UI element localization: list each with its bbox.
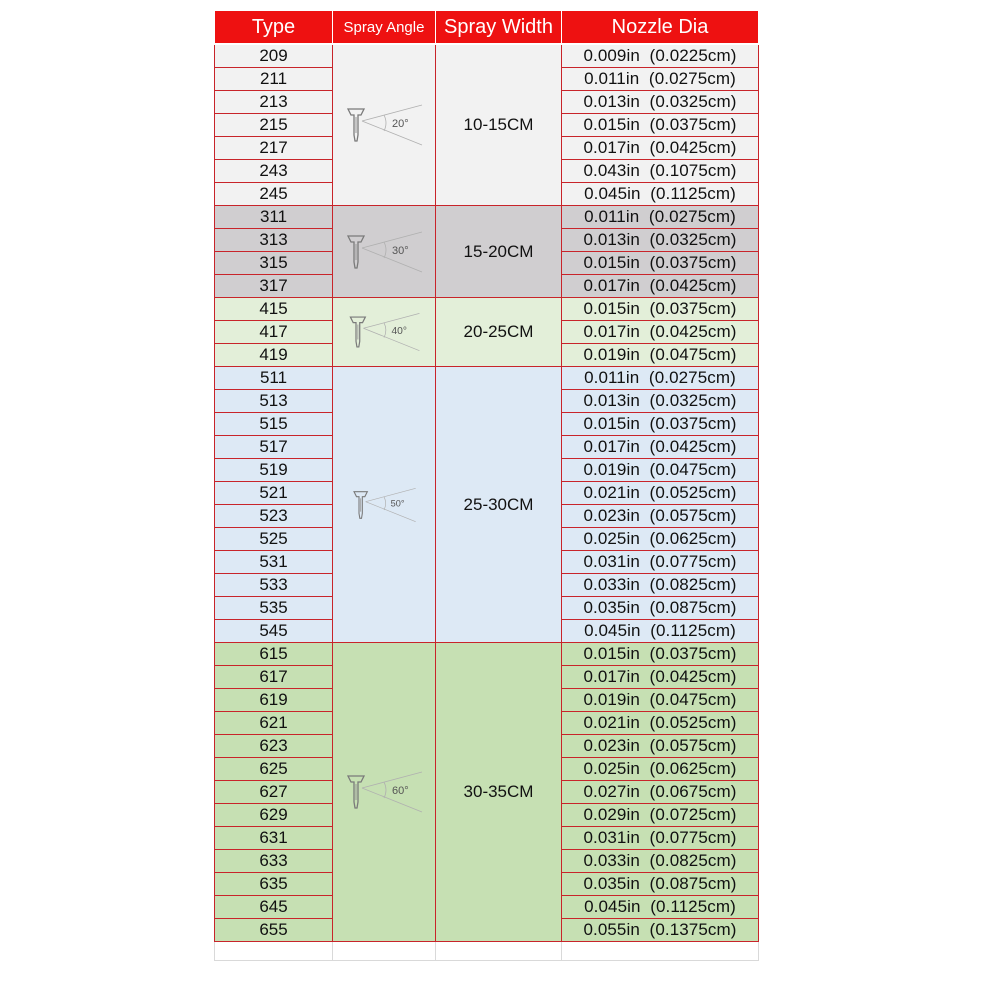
type-cell: 217 (215, 137, 333, 160)
nozzle-dia-cell: 0.015in (0.0375cm) (562, 114, 759, 137)
type-cell: 209 (215, 44, 333, 68)
nozzle-dia-cell: 0.035in (0.0875cm) (562, 597, 759, 620)
type-cell: 511 (215, 367, 333, 390)
header-spray-angle: Spray Angle (333, 11, 436, 45)
type-cell: 545 (215, 620, 333, 643)
table-body (215, 44, 759, 961)
spray-width-cell: 25-30CM (436, 367, 562, 643)
type-cell: 621 (215, 712, 333, 735)
spray-angle-cell (333, 643, 436, 942)
spray-angle-cell (333, 298, 436, 367)
type-cell: 245 (215, 183, 333, 206)
type-cell: 523 (215, 505, 333, 528)
spray-angle-label: 20° (392, 118, 409, 130)
nozzle-dia-cell: 0.015in (0.0375cm) (562, 413, 759, 436)
type-cell: 625 (215, 758, 333, 781)
type-cell: 213 (215, 91, 333, 114)
table-header (215, 11, 759, 45)
type-cell: 417 (215, 321, 333, 344)
nozzle-dia-cell: 0.021in (0.0525cm) (562, 712, 759, 735)
spray-angle-cell (333, 44, 436, 206)
type-cell: 619 (215, 689, 333, 712)
type-cell: 623 (215, 735, 333, 758)
nozzle-dia-cell: 0.023in (0.0575cm) (562, 735, 759, 758)
nozzle-dia-cell: 0.025in (0.0625cm) (562, 528, 759, 551)
nozzle-dia-cell: 0.011in (0.0275cm) (562, 68, 759, 91)
spray-tip-spec-table (214, 10, 759, 961)
nozzle-dia-cell: 0.043in (0.1075cm) (562, 160, 759, 183)
nozzle-dia-cell: 0.013in (0.0325cm) (562, 390, 759, 413)
type-cell: 243 (215, 160, 333, 183)
type-cell: 317 (215, 275, 333, 298)
spray-width-cell: 20-25CM (436, 298, 562, 367)
type-cell: 631 (215, 827, 333, 850)
nozzle-dia-cell: 0.011in (0.0275cm) (562, 206, 759, 229)
nozzle-dia-cell: 0.021in (0.0525cm) (562, 482, 759, 505)
type-cell: 645 (215, 896, 333, 919)
type-cell: 311 (215, 206, 333, 229)
spray-width-cell: 10-15CM (436, 44, 562, 206)
empty-cell (333, 942, 436, 961)
spray-angle-label: 50° (390, 498, 405, 509)
nozzle-dia-cell: 0.055in (0.1375cm) (562, 919, 759, 942)
header-nozzle-dia: Nozzle Dia (562, 11, 759, 45)
type-cell: 419 (215, 344, 333, 367)
nozzle-dia-cell: 0.023in (0.0575cm) (562, 505, 759, 528)
nozzle-dia-cell: 0.029in (0.0725cm) (562, 804, 759, 827)
spray-angle-cell (333, 367, 436, 643)
spray-angle-label: 60° (392, 785, 409, 797)
nozzle-dia-cell: 0.017in (0.0425cm) (562, 275, 759, 298)
type-cell: 535 (215, 597, 333, 620)
nozzle-dia-cell: 0.033in (0.0825cm) (562, 574, 759, 597)
type-cell: 531 (215, 551, 333, 574)
type-cell: 627 (215, 781, 333, 804)
nozzle-dia-cell: 0.017in (0.0425cm) (562, 137, 759, 160)
table-row (215, 298, 759, 321)
nozzle-dia-cell: 0.013in (0.0325cm) (562, 91, 759, 114)
spray-width-cell: 15-20CM (436, 206, 562, 298)
nozzle-dia-cell: 0.045in (0.1125cm) (562, 183, 759, 206)
type-cell: 521 (215, 482, 333, 505)
type-cell: 533 (215, 574, 333, 597)
table-row (215, 367, 759, 390)
type-cell: 519 (215, 459, 333, 482)
type-cell: 215 (215, 114, 333, 137)
type-cell: 525 (215, 528, 333, 551)
spray-angle-cell (333, 206, 436, 298)
spray-tip-icon (344, 480, 424, 530)
nozzle-dia-cell: 0.025in (0.0625cm) (562, 758, 759, 781)
spray-tip-icon (344, 90, 424, 160)
nozzle-dia-cell: 0.015in (0.0375cm) (562, 298, 759, 321)
header-type: Type (215, 11, 333, 45)
spray-width-cell: 30-35CM (436, 643, 562, 942)
nozzle-dia-cell: 0.017in (0.0425cm) (562, 321, 759, 344)
nozzle-dia-cell: 0.017in (0.0425cm) (562, 436, 759, 459)
spray-angle-label: 40° (391, 325, 407, 337)
nozzle-dia-cell: 0.031in (0.0775cm) (562, 827, 759, 850)
empty-cell (562, 942, 759, 961)
table-row (215, 643, 759, 666)
spray-tip-icon (344, 304, 424, 360)
spray-tip-icon (344, 762, 424, 822)
header-row (215, 11, 759, 45)
spray-angle-label: 30° (392, 244, 409, 257)
type-cell: 515 (215, 413, 333, 436)
nozzle-dia-cell: 0.033in (0.0825cm) (562, 850, 759, 873)
nozzle-dia-cell: 0.013in (0.0325cm) (562, 229, 759, 252)
nozzle-dia-cell: 0.019in (0.0475cm) (562, 459, 759, 482)
nozzle-dia-cell: 0.011in (0.0275cm) (562, 367, 759, 390)
nozzle-dia-cell: 0.017in (0.0425cm) (562, 666, 759, 689)
nozzle-dia-cell: 0.045in (0.1125cm) (562, 620, 759, 643)
nozzle-dia-cell: 0.015in (0.0375cm) (562, 252, 759, 275)
nozzle-dia-cell: 0.045in (0.1125cm) (562, 896, 759, 919)
type-cell: 313 (215, 229, 333, 252)
nozzle-dia-cell: 0.015in (0.0375cm) (562, 643, 759, 666)
empty-cell (215, 942, 333, 961)
empty-cell (436, 942, 562, 961)
nozzle-dia-cell: 0.019in (0.0475cm) (562, 344, 759, 367)
empty-row (215, 942, 759, 961)
type-cell: 629 (215, 804, 333, 827)
header-spray-width: Spray Width (436, 11, 562, 45)
table-row (215, 44, 759, 68)
nozzle-dia-cell: 0.027in (0.0675cm) (562, 781, 759, 804)
type-cell: 415 (215, 298, 333, 321)
nozzle-dia-cell: 0.009in (0.0225cm) (562, 44, 759, 68)
type-cell: 315 (215, 252, 333, 275)
nozzle-dia-cell: 0.031in (0.0775cm) (562, 551, 759, 574)
table-row (215, 206, 759, 229)
type-cell: 211 (215, 68, 333, 91)
nozzle-dia-cell: 0.019in (0.0475cm) (562, 689, 759, 712)
type-cell: 517 (215, 436, 333, 459)
type-cell: 655 (215, 919, 333, 942)
type-cell: 617 (215, 666, 333, 689)
spray-tip-icon (344, 222, 424, 282)
type-cell: 633 (215, 850, 333, 873)
type-cell: 635 (215, 873, 333, 896)
type-cell: 615 (215, 643, 333, 666)
type-cell: 513 (215, 390, 333, 413)
nozzle-dia-cell: 0.035in (0.0875cm) (562, 873, 759, 896)
